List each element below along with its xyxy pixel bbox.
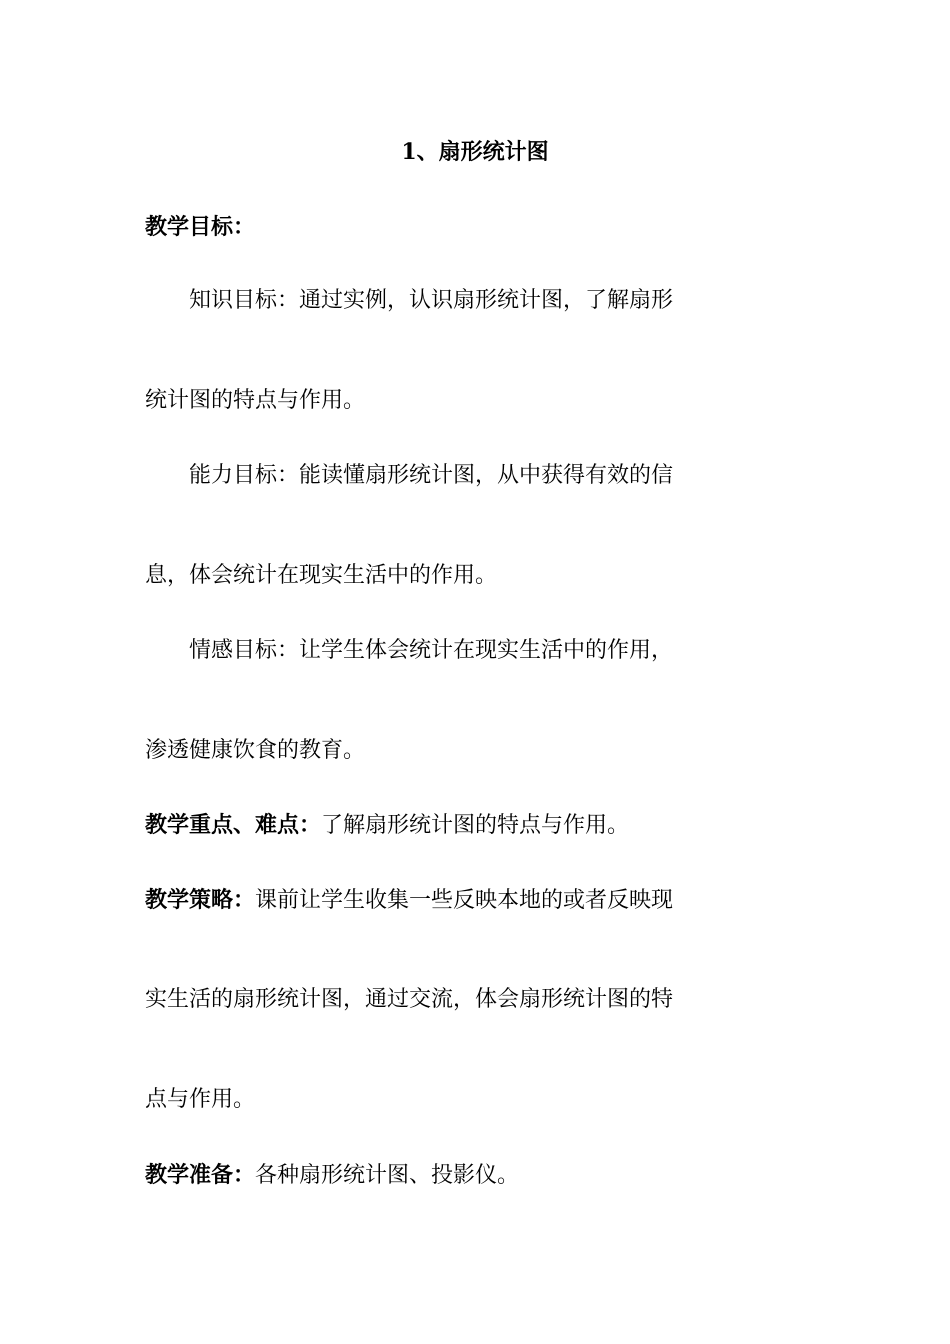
preparation-text: 各种扇形统计图、投影仪。 (255, 1163, 520, 1188)
key-points-paragraph (145, 810, 629, 841)
strategy-text-line-2: 实生活的扇形统计图，通过交流，体会扇形统计图的特 (145, 987, 674, 1012)
strategy-label: 教学策略： (145, 887, 256, 913)
preparation-label: 教学准备： (145, 1162, 256, 1188)
ability-objective-line-2: 息，体会统计在现实生活中的作用。 (145, 563, 498, 588)
key-points-text: 了解扇形统计图的特点与作用。 (321, 813, 630, 838)
knowledge-objective-line-1: 知识目标：通过实例，认识扇形统计图，了解扇形 (189, 288, 674, 313)
emotion-objective-line-2: 渗透健康饮食的教育。 (145, 738, 366, 763)
strategy-text-line-1: 课前让学生收集一些反映本地的或者反映现 (255, 888, 674, 913)
preparation-paragraph (145, 1160, 519, 1191)
objectives-heading: 教学目标： (145, 214, 256, 240)
knowledge-objective-line-2: 统计图的特点与作用。 (145, 388, 366, 413)
ability-objective-line-1: 能力目标：能读懂扇形统计图，从中获得有效的信 (189, 463, 674, 488)
strategy-paragraph-line-1 (145, 885, 673, 916)
key-points-label: 教学重点、难点： (145, 812, 322, 838)
document-title: 1、扇形统计图 (401, 139, 549, 165)
strategy-text-line-3: 点与作用。 (145, 1087, 256, 1112)
emotion-objective-line-1: 情感目标：让学生体会统计在现实生活中的作用， (189, 638, 674, 663)
